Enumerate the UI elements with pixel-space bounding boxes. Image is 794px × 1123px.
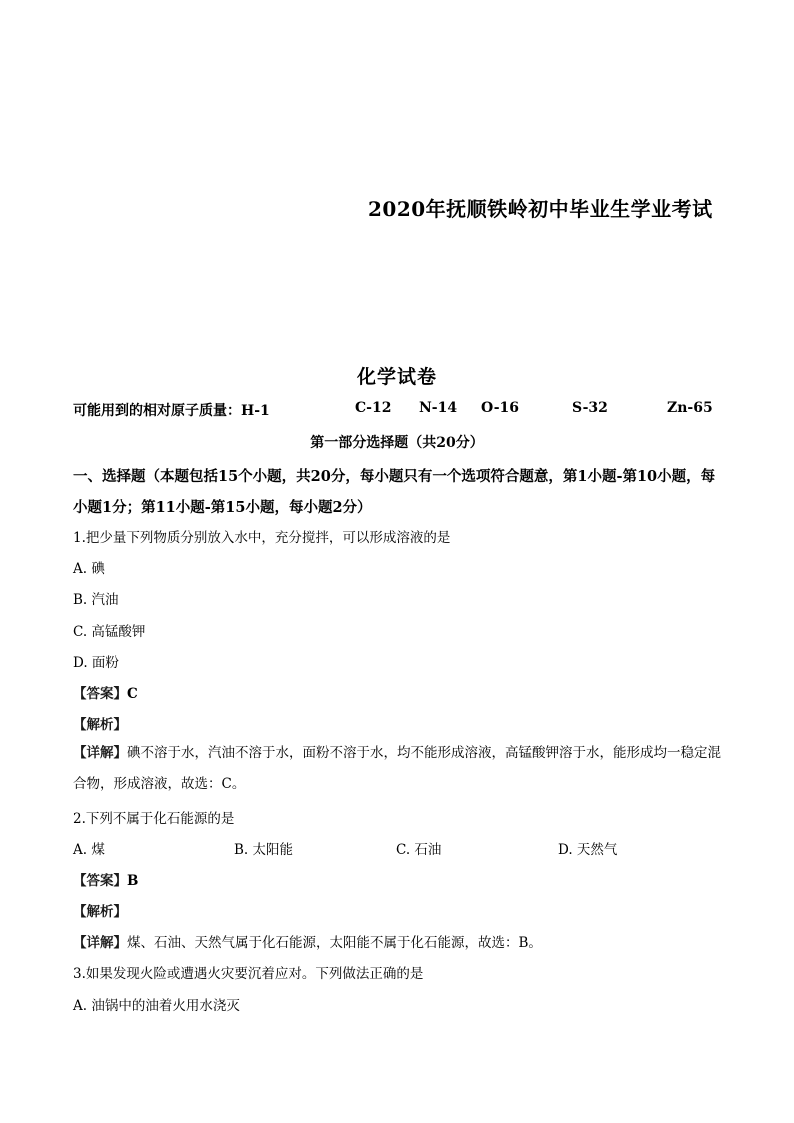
atomic-masses-row xyxy=(73,400,733,420)
q1-detail xyxy=(73,738,728,800)
detail-text: 煤、石油、天然气属于化石能源，太阳能不属于化石能源，故选：B。 xyxy=(127,935,542,951)
analysis-label: 【解析】 xyxy=(73,904,127,920)
answer-label: 【答案】 xyxy=(73,686,127,702)
detail-text: 碘不溶于水，汽油不溶于水，面粉不溶于水，均不能形成溶液，高锰酸钾溶于水，能形成均一稳定混合物，形成溶液，故选：C。 xyxy=(73,745,721,792)
atomic-mass-zn: Zn-65 xyxy=(667,400,713,416)
q1-answer xyxy=(73,682,138,702)
q2-stem: 2.下列不属于化石能源的是 xyxy=(73,811,235,827)
answer-value: C xyxy=(127,686,138,702)
atomic-mass-s: S-32 xyxy=(572,400,608,416)
exam-title: 2020年抚顺铁岭初中毕业生学业考试 xyxy=(368,197,713,221)
section-heading: 一、选择题（本题包括15个小题，共20分，每小题只有一个选项符合题意，第1小题-第10小题，每小题1分；第11小题-第15小题，每小题2分） xyxy=(73,468,716,516)
q3-stem: 3.如果发现火险或遭遇火灾要沉着应对。下列做法正确的是 xyxy=(73,966,424,982)
q2-option-b: B. 太阳能 xyxy=(234,842,294,858)
q2-option-a: A. 煤 xyxy=(73,842,105,858)
answer-value: B xyxy=(127,873,139,889)
q1-analysis xyxy=(73,713,127,733)
atomic-mass-c: C-12 xyxy=(355,400,392,416)
q1-option-c: C. 高锰酸钾 xyxy=(73,624,146,640)
detail-label: 【详解】 xyxy=(73,935,127,951)
q1-option-a: A. 碘 xyxy=(73,561,105,577)
q3-option-a: A. 油锅中的油着火用水浇灭 xyxy=(73,998,240,1014)
part-one-title: 第一部分选择题（共20分） xyxy=(310,435,484,451)
q1-option-d: D. 面粉 xyxy=(73,655,119,671)
q2-option-c: C. 石油 xyxy=(396,842,442,858)
q1-stem: 1.把少量下列物质分别放入水中，充分搅拌，可以形成溶液的是 xyxy=(73,530,451,546)
answer-label: 【答案】 xyxy=(73,873,127,889)
atomic-mass-o: O-16 xyxy=(481,400,520,416)
analysis-label: 【解析】 xyxy=(73,717,127,733)
q2-detail xyxy=(73,931,542,951)
q2-answer xyxy=(73,869,138,889)
subject-title: 化学试卷 xyxy=(356,366,437,388)
detail-label: 【详解】 xyxy=(73,745,127,761)
q2-option-d: D. 天然气 xyxy=(558,842,618,858)
q2-analysis xyxy=(73,900,127,920)
atomic-mass-n: N-14 xyxy=(419,400,458,416)
q1-option-b: B. 汽油 xyxy=(73,592,119,608)
atomic-masses-label: 可能用到的相对原子质量：H-1 xyxy=(73,403,270,419)
